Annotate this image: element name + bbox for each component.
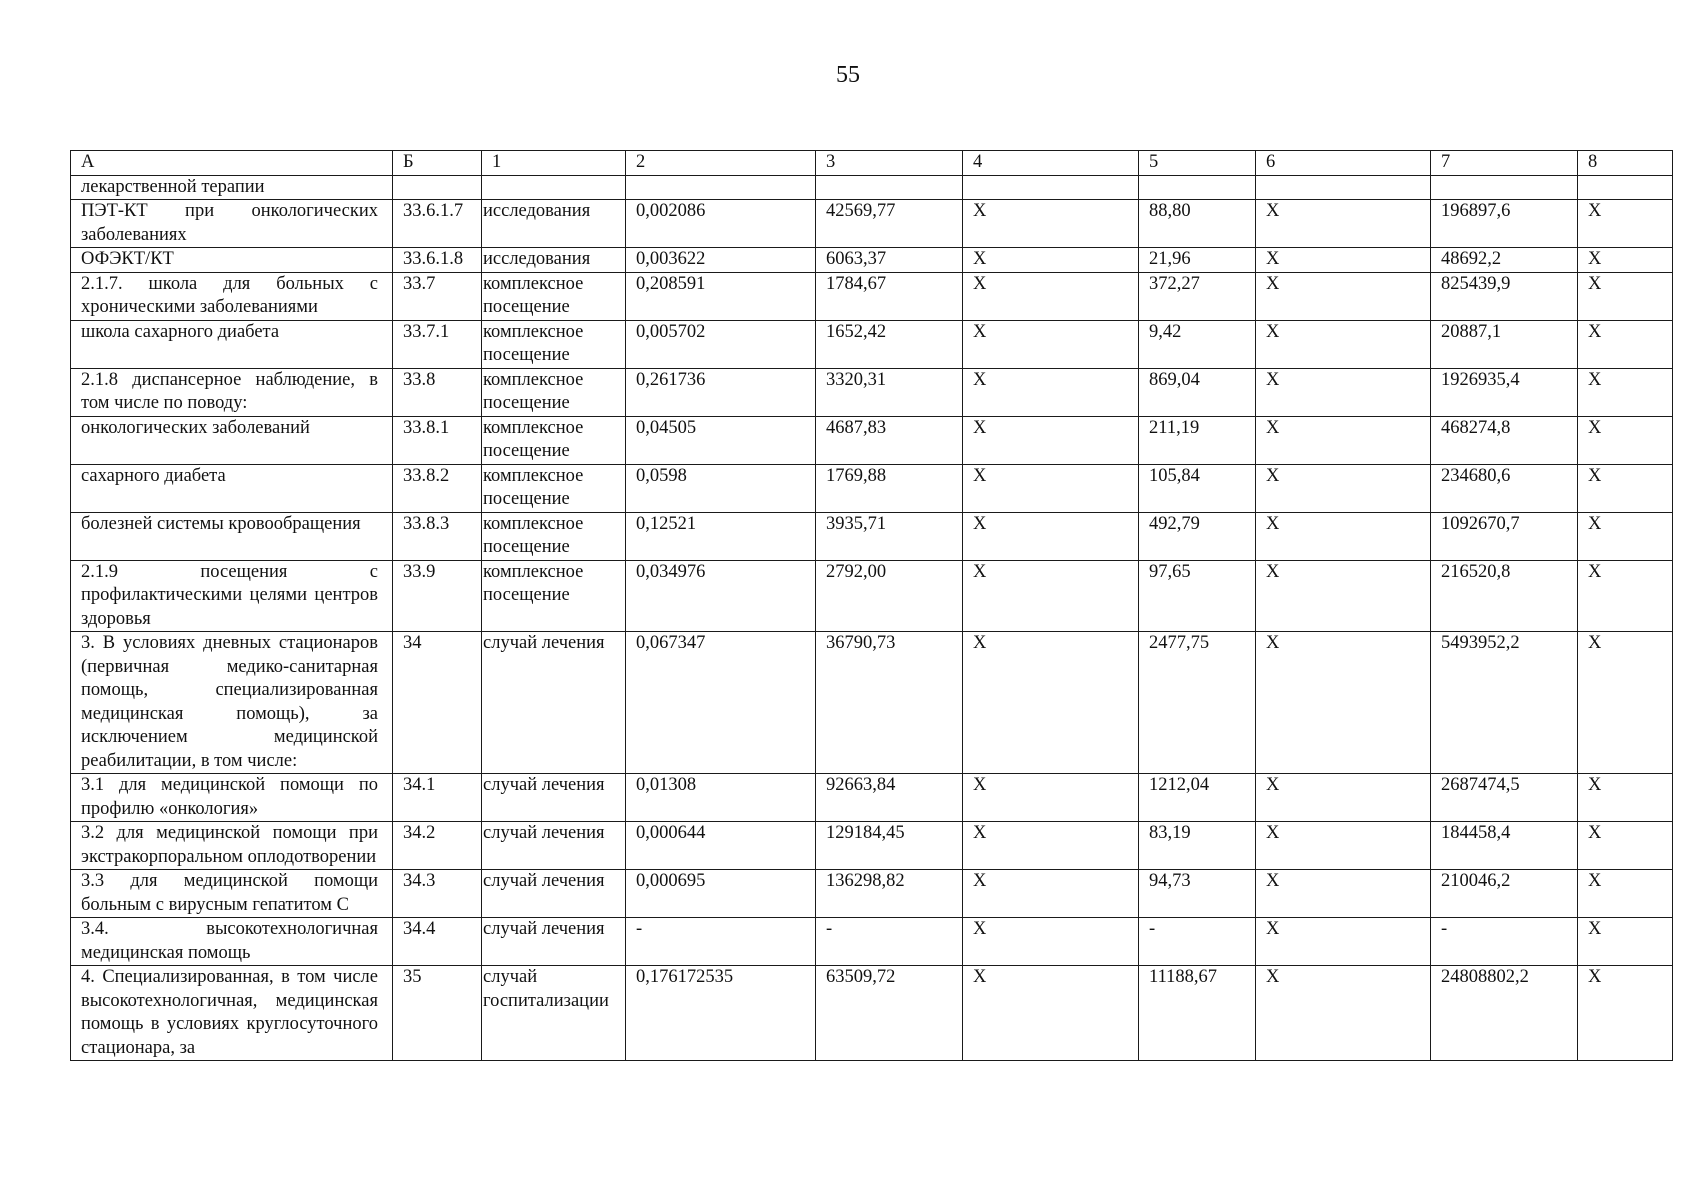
table-cell: X [1578,248,1673,273]
table-cell: 33.6.1.7 [393,200,482,248]
table-cell: X [963,368,1139,416]
table-cell [482,175,626,200]
table-cell: онкологических заболеваний [71,416,393,464]
table-cell: X [1256,560,1431,632]
table-cell: - [1139,918,1256,966]
data-table [70,150,1673,1061]
table-cell: 0,261736 [626,368,816,416]
table-cell: исследования [482,200,626,248]
table-cell: 1212,04 [1139,774,1256,822]
table-cell: X [1256,512,1431,560]
table-cell: X [1256,320,1431,368]
table-cell: 136298,82 [816,870,963,918]
table-cell: 2.1.8 диспансерное наблюдение, в том числе по поводу: [71,368,393,416]
table-cell: X [1256,200,1431,248]
table-cell: X [1256,966,1431,1061]
table-cell: 216520,8 [1431,560,1578,632]
table-cell [1256,175,1431,200]
table-cell: 0,067347 [626,632,816,774]
table-cell: 129184,45 [816,822,963,870]
table-cell: 1926935,4 [1431,368,1578,416]
table-cell: 92663,84 [816,774,963,822]
table-cell: случай лечения [482,918,626,966]
header-row [71,151,1673,176]
table-cell: X [1256,248,1431,273]
table-cell: 36790,73 [816,632,963,774]
header-cell: 8 [1578,151,1673,176]
table-cell: X [963,248,1139,273]
table-cell: исследования [482,248,626,273]
table-row [71,464,1673,512]
table-cell: X [1256,464,1431,512]
table-cell: 34.1 [393,774,482,822]
table-cell: 5493952,2 [1431,632,1578,774]
table-cell: 1784,67 [816,272,963,320]
table-cell: ОФЭКТ/КТ [71,248,393,273]
table-cell: 869,04 [1139,368,1256,416]
table-cell: 4. Специализированная, в том числе высокотехнологичная, медицинская помощь в условиях круглосуточного стационара, за [71,966,393,1061]
table-cell: 88,80 [1139,200,1256,248]
table-cell: X [1256,918,1431,966]
header-cell: 6 [1256,151,1431,176]
table-row [71,272,1673,320]
table-row [71,918,1673,966]
table-cell: X [963,464,1139,512]
header-cell: Б [393,151,482,176]
table-cell: ПЭТ-КТ при онкологических заболеваниях [71,200,393,248]
table-cell: 42569,77 [816,200,963,248]
table-row [71,175,1673,200]
table-cell: 4687,83 [816,416,963,464]
table-cell [816,175,963,200]
table-cell [1431,175,1578,200]
table-cell: X [963,822,1139,870]
table-cell: случай лечения [482,774,626,822]
table-cell [626,175,816,200]
table-cell: случай лечения [482,632,626,774]
table-cell: комплексное посещение [482,560,626,632]
table-cell: школа сахарного диабета [71,320,393,368]
table-cell: 0,034976 [626,560,816,632]
table-cell: 63509,72 [816,966,963,1061]
table-row [71,368,1673,416]
table-cell: X [1578,632,1673,774]
header-cell: А [71,151,393,176]
table-cell: 3935,71 [816,512,963,560]
table-cell: 2687474,5 [1431,774,1578,822]
table-cell: 3320,31 [816,368,963,416]
table-cell: 33.9 [393,560,482,632]
table-cell: - [626,918,816,966]
table-cell: 0,208591 [626,272,816,320]
header-cell: 5 [1139,151,1256,176]
table-cell: 83,19 [1139,822,1256,870]
table-cell: 234680,6 [1431,464,1578,512]
table-row [71,320,1673,368]
table-cell: 2792,00 [816,560,963,632]
table-cell: X [1578,320,1673,368]
table-cell: X [963,632,1139,774]
table-cell: 2.1.9 посещения с профилактическими целями центров здоровья [71,560,393,632]
table-cell: 0,176172535 [626,966,816,1061]
table-cell: 2.1.7. школа для больных с хроническими заболеваниями [71,272,393,320]
table-cell: 492,79 [1139,512,1256,560]
table-cell: 21,96 [1139,248,1256,273]
table-cell: 6063,37 [816,248,963,273]
table-cell: 33.7 [393,272,482,320]
table-cell: X [1256,870,1431,918]
table-row [71,416,1673,464]
table-cell: 0,0598 [626,464,816,512]
table-cell: 33.8.1 [393,416,482,464]
table-cell: 33.6.1.8 [393,248,482,273]
header-cell: 1 [482,151,626,176]
table-cell: сахарного диабета [71,464,393,512]
table-cell: 210046,2 [1431,870,1578,918]
table-cell: 196897,6 [1431,200,1578,248]
header-cell: 4 [963,151,1139,176]
table-cell: 184458,4 [1431,822,1578,870]
table-cell: 0,12521 [626,512,816,560]
table-cell: 3.4. высокотехнологичная медицинская помощь [71,918,393,966]
table-cell: X [963,200,1139,248]
table-cell: X [1578,966,1673,1061]
table-cell: 34 [393,632,482,774]
table-cell: X [963,416,1139,464]
table-cell: X [963,272,1139,320]
table-cell: 33.8 [393,368,482,416]
table-cell: случай лечения [482,870,626,918]
table-cell: 97,65 [1139,560,1256,632]
table-cell: 0,002086 [626,200,816,248]
table-cell: X [963,560,1139,632]
page-number: 55 [836,62,860,88]
table-cell: 0,01308 [626,774,816,822]
table-cell: 1769,88 [816,464,963,512]
table-cell: 3.2 для медицинской помощи при экстракорпоральном оплодотворении [71,822,393,870]
table-cell [393,175,482,200]
table-cell: случай лечения [482,822,626,870]
table-cell: X [1578,918,1673,966]
table-cell: случай госпитализации [482,966,626,1061]
table-cell: 0,04505 [626,416,816,464]
table-cell: X [1256,416,1431,464]
table-row [71,632,1673,774]
table-cell: 33.8.3 [393,512,482,560]
table-cell: X [963,966,1139,1061]
table-cell: 94,73 [1139,870,1256,918]
table-cell: X [1256,774,1431,822]
table-cell: X [963,774,1139,822]
table-cell: комплексное посещение [482,272,626,320]
table-cell: X [1256,272,1431,320]
table-cell: болезней системы кровообращения [71,512,393,560]
table-cell: 372,27 [1139,272,1256,320]
table-cell: X [1578,822,1673,870]
table-cell: 0,000644 [626,822,816,870]
table-row [71,966,1673,1061]
table-cell: 34.4 [393,918,482,966]
table-cell: 0,003622 [626,248,816,273]
table-body [71,175,1673,1061]
table-cell: X [1578,512,1673,560]
table-cell: 105,84 [1139,464,1256,512]
table-cell: 1652,42 [816,320,963,368]
table-row [71,774,1673,822]
table-cell: 9,42 [1139,320,1256,368]
table-cell: 48692,2 [1431,248,1578,273]
table-cell: 20887,1 [1431,320,1578,368]
table-cell: 0,000695 [626,870,816,918]
table-cell: X [963,320,1139,368]
table-row [71,822,1673,870]
table-cell: 468274,8 [1431,416,1578,464]
table-cell: 33.7.1 [393,320,482,368]
table-row [71,512,1673,560]
table-cell: X [1578,870,1673,918]
table-cell: X [1578,464,1673,512]
table-cell: X [1256,368,1431,416]
table-row [71,200,1673,248]
table-cell: 3.3 для медицинской помощи больным с вирусным гепатитом С [71,870,393,918]
table-cell [963,175,1139,200]
table-cell: 2477,75 [1139,632,1256,774]
table-cell: 34.2 [393,822,482,870]
table-cell: лекарственной терапии [71,175,393,200]
table-cell: 3.1 для медицинской помощи по профилю «онкология» [71,774,393,822]
header-cell: 2 [626,151,816,176]
table-row [71,870,1673,918]
table-cell: комплексное посещение [482,416,626,464]
table-cell: 211,19 [1139,416,1256,464]
table-cell: X [963,918,1139,966]
table-cell: X [1578,774,1673,822]
table-cell: комплексное посещение [482,464,626,512]
table-cell: - [1431,918,1578,966]
table-cell: X [1578,368,1673,416]
table-cell: X [1256,822,1431,870]
table-cell: 34.3 [393,870,482,918]
table-cell [1578,175,1673,200]
table-cell: X [1256,632,1431,774]
header-cell: 3 [816,151,963,176]
table-cell: комплексное посещение [482,512,626,560]
table-cell [1139,175,1256,200]
table-row [71,560,1673,632]
table-row [71,248,1673,273]
table-cell: 825439,9 [1431,272,1578,320]
table-cell: 1092670,7 [1431,512,1578,560]
table-cell: комплексное посещение [482,320,626,368]
table-cell: X [963,512,1139,560]
table-cell: X [1578,560,1673,632]
table-cell: X [1578,200,1673,248]
table-cell: X [963,870,1139,918]
header-cell: 7 [1431,151,1578,176]
table-cell: X [1578,272,1673,320]
table-cell: 24808802,2 [1431,966,1578,1061]
table-cell: 0,005702 [626,320,816,368]
table-cell: 11188,67 [1139,966,1256,1061]
table-cell: - [816,918,963,966]
table-cell: X [1578,416,1673,464]
table-cell: 33.8.2 [393,464,482,512]
table-cell: комплексное посещение [482,368,626,416]
table-cell: 3. В условиях дневных стационаров (первичная медико-санитарная помощь, специализированная медицинская помощь), за исключением медицинской реабилитации, в том числе: [71,632,393,774]
table-cell: 35 [393,966,482,1061]
